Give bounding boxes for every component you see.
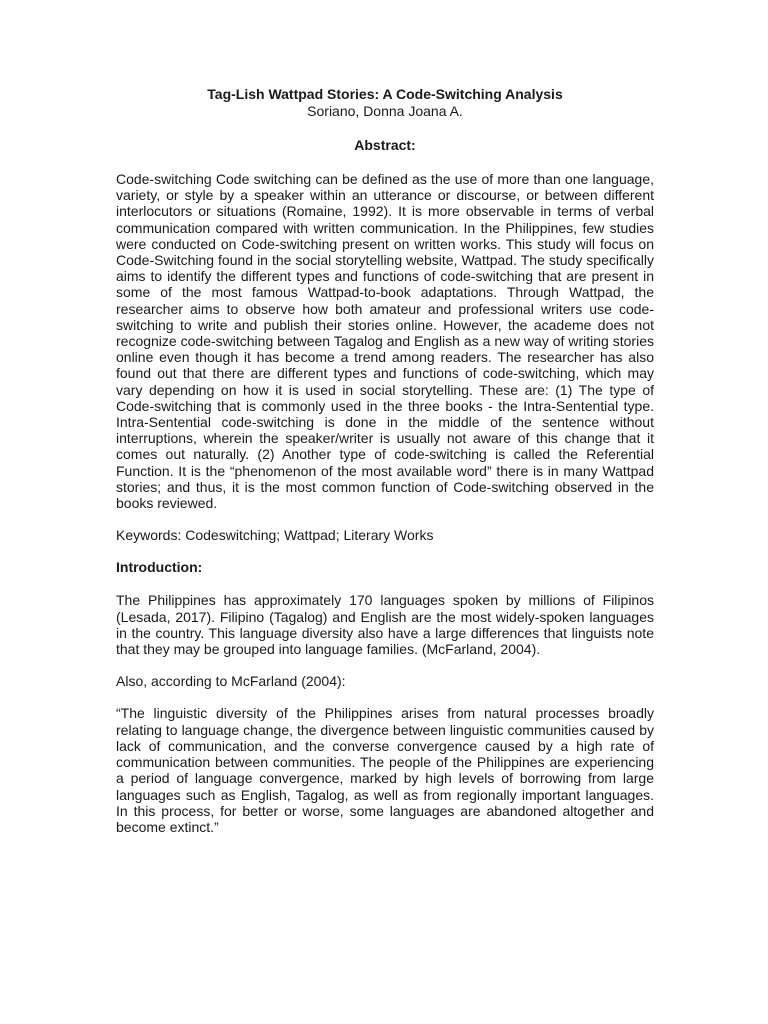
introduction-paragraph: The Philippines has approximately 170 languages spoken by millions of Filipinos (Lesada, 2017). Filipino (Tagalog) and English are the most widely-spoken languages in the country. This language diversity also have a large differences that linguists note that they may be grouped into language families. (McFarland, 2004). [116, 592, 654, 658]
introduction-lead-in: Also, according to McFarland (2004): [116, 673, 346, 690]
block-quote: “The linguistic diversity of the Philippines arises from natural processes broadly relating to language change, the divergence between linguistic communities caused by lack of communication, and the converse convergence caused by a high rate of communication between communities. The people of the Philippines are experiencing a period of language convergence, marked by high levels of borrowing from large languages such as English, Tagalog, as well as from regionally important languages. In this process, for better or worse, some languages are abandoned altogether and become extinct.” [116, 705, 654, 835]
abstract-paragraph: Code-switching Code switching can be defined as the use of more than one language, variety, or style by a speaker within an utterance or discourse, or between different interlocutors or situations (Romaine, 1992). It is more observable in terms of verbal communication compared with written communication. In the Philippines, few studies were conducted on Code-switching present on written works. This study will focus on Code-Switching found in the social storytelling website, Wattpad. The study specifically aims to identify the different types and functions of code-switching that are present in some of the most famous Wattpad-to-book adaptations. Through Wattpad, the researcher aims to observe how both amateur and professional writers use code-switching to write and publish their stories online. However, the academe does not recognize code-switching between Tagalog and English as a new way of writing stories online even though it has become a trend among readers. The researcher has also found out that there are different types and functions of code-switching, which may vary depending on how it is used in social storytelling. These are: (1) The type of Code-switching that is commonly used in the three books - the Intra-Sentential type. Intra-Sentential code-switching is done in the middle of the sentence without interruptions, wherein the speaker/writer is usually not aware of this change that it comes out naturally. (2) Another type of code-switching is called the Referential Function. It is the “phenomenon of the most available word” there is in many Wattpad stories; and thus, it is the most common function of Code-switching observed in the books reviewed. [116, 171, 654, 512]
document-page [116, 86, 654, 835]
paper-author: Soriano, Donna Joana A. [307, 103, 463, 119]
paper-title: Tag-Lish Wattpad Stories: A Code-Switching Analysis [207, 86, 563, 102]
introduction-heading: Introduction: [116, 559, 203, 576]
abstract-heading: Abstract: [354, 137, 416, 153]
keywords-line: Keywords: Codeswitching; Wattpad; Literary Works [116, 527, 434, 544]
